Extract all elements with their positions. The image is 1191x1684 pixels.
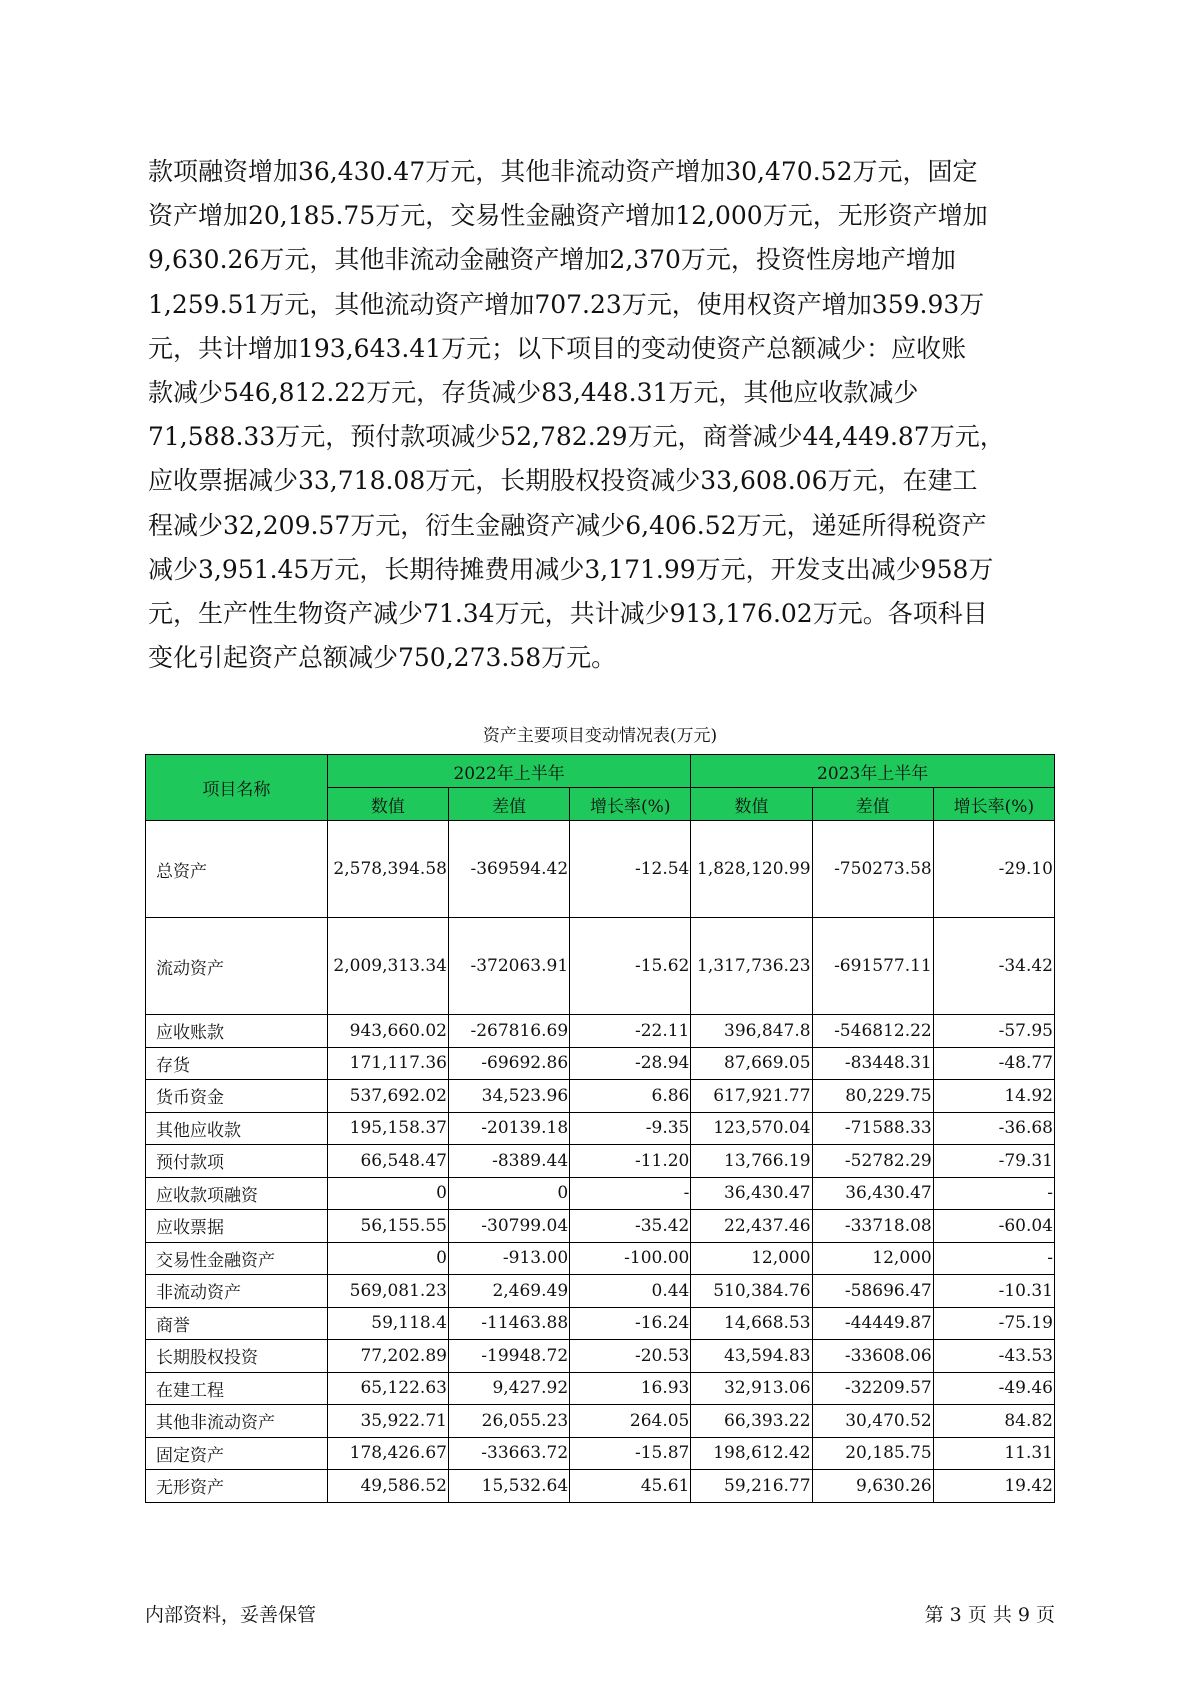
table-row: [146, 821, 1055, 918]
row-name: 其他非流动资产: [146, 1405, 328, 1438]
cell-diff-2023: 20,185.75: [812, 1437, 933, 1470]
header-value-2023: 数值: [691, 788, 812, 821]
cell-growth-2023: 19.42: [933, 1470, 1054, 1503]
cell-value-2022: 171,117.36: [327, 1047, 448, 1080]
cell-diff-2023: -750273.58: [812, 821, 933, 918]
cell-value-2023: 510,384.76: [691, 1275, 812, 1308]
header-diff-2022: 差值: [448, 788, 569, 821]
row-name: 无形资产: [146, 1470, 328, 1503]
cell-value-2022: 56,155.55: [327, 1210, 448, 1243]
cell-diff-2022: -33663.72: [448, 1437, 569, 1470]
cell-growth-2022: 0.44: [570, 1275, 691, 1308]
cell-growth-2023: -43.53: [933, 1340, 1054, 1373]
cell-diff-2023: -33718.08: [812, 1210, 933, 1243]
cell-diff-2023: -33608.06: [812, 1340, 933, 1373]
table-row: [146, 1145, 1055, 1178]
header-value-2022: 数值: [327, 788, 448, 821]
cell-growth-2023: -10.31: [933, 1275, 1054, 1308]
cell-value-2023: 22,437.46: [691, 1210, 812, 1243]
cell-growth-2022: -15.87: [570, 1437, 691, 1470]
cell-value-2023: 14,668.53: [691, 1307, 812, 1340]
cell-diff-2022: 26,055.23: [448, 1405, 569, 1438]
cell-growth-2023: -34.42: [933, 918, 1054, 1015]
cell-diff-2023: -44449.87: [812, 1307, 933, 1340]
header-period-2022: 2022年上半年: [327, 755, 691, 788]
cell-diff-2022: -267816.69: [448, 1015, 569, 1048]
cell-value-2022: 195,158.37: [327, 1112, 448, 1145]
table-row: [146, 1470, 1055, 1503]
row-name: 商誉: [146, 1307, 328, 1340]
cell-diff-2023: -83448.31: [812, 1047, 933, 1080]
footer-page-number: 第 3 页 共 9 页: [924, 1604, 1055, 1626]
row-name: 固定资产: [146, 1437, 328, 1470]
cell-diff-2023: -691577.11: [812, 918, 933, 1015]
cell-diff-2022: -19948.72: [448, 1340, 569, 1373]
cell-growth-2023: -36.68: [933, 1112, 1054, 1145]
header-diff-2023: 差值: [812, 788, 933, 821]
row-name: 流动资产: [146, 918, 328, 1015]
table-row: [146, 1307, 1055, 1340]
row-name: 非流动资产: [146, 1275, 328, 1308]
cell-diff-2023: 9,630.26: [812, 1470, 933, 1503]
cell-value-2023: 12,000: [691, 1242, 812, 1275]
cell-diff-2022: -913.00: [448, 1242, 569, 1275]
cell-growth-2022: -16.24: [570, 1307, 691, 1340]
table-row: [146, 1177, 1055, 1210]
cell-value-2023: 66,393.22: [691, 1405, 812, 1438]
cell-value-2022: 537,692.02: [327, 1080, 448, 1113]
cell-value-2022: 49,586.52: [327, 1470, 448, 1503]
cell-diff-2022: 2,469.49: [448, 1275, 569, 1308]
header-growth-2022: 增长率(%): [570, 788, 691, 821]
row-name: 应收款项融资: [146, 1177, 328, 1210]
footer-confidential-note: 内部资料，妥善保管: [145, 1604, 317, 1626]
cell-diff-2023: 30,470.52: [812, 1405, 933, 1438]
cell-growth-2022: -12.54: [570, 821, 691, 918]
asset-change-table: [145, 754, 1055, 1503]
header-period-2023: 2023年上半年: [691, 755, 1055, 788]
table-row: [146, 1340, 1055, 1373]
cell-growth-2023: 14.92: [933, 1080, 1054, 1113]
cell-value-2022: 77,202.89: [327, 1340, 448, 1373]
cell-growth-2022: -9.35: [570, 1112, 691, 1145]
cell-diff-2023: -546812.22: [812, 1015, 933, 1048]
cell-diff-2022: 9,427.92: [448, 1372, 569, 1405]
cell-diff-2022: -369594.42: [448, 821, 569, 918]
cell-diff-2022: -30799.04: [448, 1210, 569, 1243]
cell-value-2023: 617,921.77: [691, 1080, 812, 1113]
row-name: 应收票据: [146, 1210, 328, 1243]
table-row: [146, 1437, 1055, 1470]
cell-value-2023: 198,612.42: [691, 1437, 812, 1470]
cell-value-2023: 396,847.8: [691, 1015, 812, 1048]
cell-growth-2022: -: [570, 1177, 691, 1210]
cell-value-2022: 2,009,313.34: [327, 918, 448, 1015]
cell-growth-2023: -: [933, 1177, 1054, 1210]
row-name: 长期股权投资: [146, 1340, 328, 1373]
cell-growth-2022: 45.61: [570, 1470, 691, 1503]
cell-growth-2023: -29.10: [933, 821, 1054, 918]
cell-growth-2022: -11.20: [570, 1145, 691, 1178]
cell-diff-2022: -372063.91: [448, 918, 569, 1015]
table-row: [146, 1080, 1055, 1113]
cell-diff-2023: -32209.57: [812, 1372, 933, 1405]
cell-diff-2022: -20139.18: [448, 1112, 569, 1145]
cell-value-2023: 87,669.05: [691, 1047, 812, 1080]
cell-value-2022: 2,578,394.58: [327, 821, 448, 918]
table-row: [146, 1015, 1055, 1048]
row-name: 总资产: [146, 821, 328, 918]
cell-growth-2023: -57.95: [933, 1015, 1054, 1048]
cell-growth-2022: 264.05: [570, 1405, 691, 1438]
cell-growth-2022: -100.00: [570, 1242, 691, 1275]
cell-diff-2023: -52782.29: [812, 1145, 933, 1178]
table-caption: 资产主要项目变动情况表(万元): [482, 726, 718, 746]
cell-value-2023: 1,317,736.23: [691, 918, 812, 1015]
table-row: [146, 1405, 1055, 1438]
body-paragraph: 款项融资增加36,430.47万元，其他非流动资产增加30,470.52万元，固定 资产增加20,185.75万元，交易性金融资产增加12,000万元，无形资产增加 9,630.26万元，其他非流动金融资产增加2,370万元，投资性房地产增加 1,259.51万元，其他流动资产增加707.23万元，使用权资产增加359.93万 元，共计增加193,643.41万元；以下项目的变动使资产总额减少：应收账 款减少546,812.22万元，存货减少83,448.31万元，其他应收款减少 71,588.33万元，预付款项减少52,782.29万元，商誉减少44,449.87万元， 应收票据减少33,718.08万元，长期股权投资减少33,608.06万元，在建工 程减少32,209.57万元，衍生金融资产减少6,406.52万元，递延所得税资产 减少3,951.45万元，长期待摊费用减少3,171.99万元，开发支出减少958万 元，生产性生物资产减少71.34万元，共计减少913,176.02万元。各项科目 变化引起资产总额减少750,273.58万元。: [148, 157, 1005, 673]
cell-value-2023: 43,594.83: [691, 1340, 812, 1373]
row-name: 在建工程: [146, 1372, 328, 1405]
cell-value-2022: 0: [327, 1177, 448, 1210]
cell-value-2023: 36,430.47: [691, 1177, 812, 1210]
table-row: [146, 1210, 1055, 1243]
cell-growth-2023: -49.46: [933, 1372, 1054, 1405]
cell-growth-2023: -60.04: [933, 1210, 1054, 1243]
table-header-row: [146, 755, 1055, 788]
table-row: [146, 1275, 1055, 1308]
cell-value-2022: 59,118.4: [327, 1307, 448, 1340]
cell-value-2023: 123,570.04: [691, 1112, 812, 1145]
cell-value-2022: 65,122.63: [327, 1372, 448, 1405]
cell-diff-2022: -69692.86: [448, 1047, 569, 1080]
row-name: 其他应收款: [146, 1112, 328, 1145]
cell-value-2022: 35,922.71: [327, 1405, 448, 1438]
cell-value-2023: 1,828,120.99: [691, 821, 812, 918]
header-item-name: 项目名称: [146, 755, 328, 821]
table-row: [146, 1112, 1055, 1145]
cell-growth-2022: 16.93: [570, 1372, 691, 1405]
cell-diff-2022: 34,523.96: [448, 1080, 569, 1113]
cell-growth-2023: -79.31: [933, 1145, 1054, 1178]
cell-diff-2023: 36,430.47: [812, 1177, 933, 1210]
cell-growth-2023: 11.31: [933, 1437, 1054, 1470]
cell-growth-2022: -35.42: [570, 1210, 691, 1243]
row-name: 预付款项: [146, 1145, 328, 1178]
cell-value-2022: 569,081.23: [327, 1275, 448, 1308]
cell-growth-2023: -: [933, 1242, 1054, 1275]
cell-diff-2022: -8389.44: [448, 1145, 569, 1178]
cell-growth-2022: -20.53: [570, 1340, 691, 1373]
table-row: [146, 1047, 1055, 1080]
cell-growth-2022: -22.11: [570, 1015, 691, 1048]
cell-growth-2022: -28.94: [570, 1047, 691, 1080]
cell-diff-2023: -58696.47: [812, 1275, 933, 1308]
cell-diff-2023: 80,229.75: [812, 1080, 933, 1113]
cell-growth-2022: -15.62: [570, 918, 691, 1015]
cell-diff-2022: 15,532.64: [448, 1470, 569, 1503]
cell-growth-2023: -48.77: [933, 1047, 1054, 1080]
table-row: [146, 1242, 1055, 1275]
cell-diff-2022: -11463.88: [448, 1307, 569, 1340]
header-growth-2023: 增长率(%): [933, 788, 1054, 821]
row-name: 交易性金融资产: [146, 1242, 328, 1275]
cell-value-2023: 32,913.06: [691, 1372, 812, 1405]
row-name: 货币资金: [146, 1080, 328, 1113]
row-name: 应收账款: [146, 1015, 328, 1048]
cell-diff-2022: 0: [448, 1177, 569, 1210]
cell-growth-2023: -75.19: [933, 1307, 1054, 1340]
cell-value-2023: 13,766.19: [691, 1145, 812, 1178]
cell-value-2022: 943,660.02: [327, 1015, 448, 1048]
cell-growth-2022: 6.86: [570, 1080, 691, 1113]
cell-value-2022: 178,426.67: [327, 1437, 448, 1470]
row-name: 存货: [146, 1047, 328, 1080]
cell-value-2022: 66,548.47: [327, 1145, 448, 1178]
cell-value-2023: 59,216.77: [691, 1470, 812, 1503]
cell-diff-2023: -71588.33: [812, 1112, 933, 1145]
cell-growth-2023: 84.82: [933, 1405, 1054, 1438]
cell-diff-2023: 12,000: [812, 1242, 933, 1275]
table-row: [146, 918, 1055, 1015]
table-row: [146, 1372, 1055, 1405]
cell-value-2022: 0: [327, 1242, 448, 1275]
